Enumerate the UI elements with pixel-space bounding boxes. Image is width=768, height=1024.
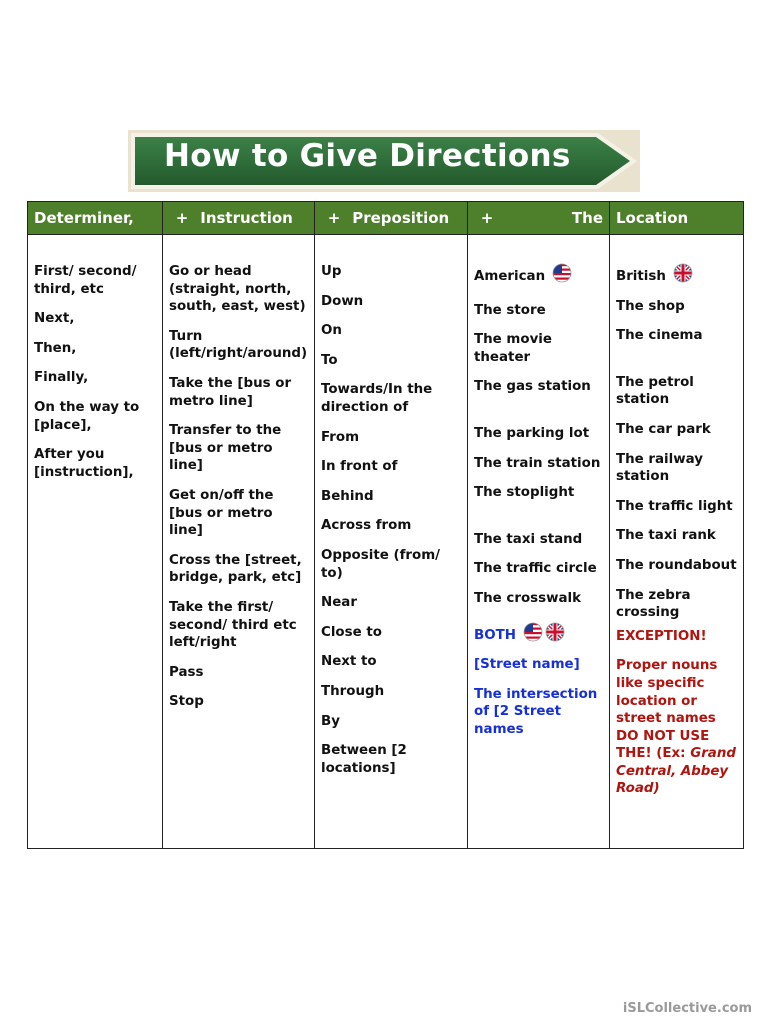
exception-text: Proper nouns like specific location or street names DO NOT USE THE! <box>616 658 718 762</box>
determiner-item: First/ second/ third, etc <box>34 264 137 297</box>
determiner-item: On the way to [place], <box>34 399 140 433</box>
preposition-item: In front of <box>321 459 398 475</box>
british-column <box>610 235 744 849</box>
preposition-item: Next to <box>321 654 377 670</box>
header-preposition <box>315 202 468 235</box>
british-item: The railway station <box>616 451 703 485</box>
us-flag-icon <box>523 622 543 642</box>
instruction-item: Cross the [street, bridge, park, etc] <box>169 552 302 586</box>
header-the-label: The <box>571 209 603 227</box>
british-item: The zebra crossing <box>616 587 691 621</box>
both-label: BOTH <box>474 627 516 643</box>
determiner-item: Next, <box>34 311 75 327</box>
preposition-item: Behind <box>321 488 374 504</box>
american-heading <box>474 263 604 286</box>
header-location <box>610 202 744 235</box>
instruction-item: Stop <box>169 694 204 710</box>
header-instruction <box>163 202 315 235</box>
header-location-label: Location <box>616 209 689 227</box>
us-flag-icon <box>552 263 572 283</box>
watermark: iSLCollective.com <box>622 1001 752 1016</box>
exception-note <box>616 657 738 798</box>
american-label: American <box>474 269 546 284</box>
american-item: The movie theater <box>474 332 552 365</box>
preposition-item: Through <box>321 683 385 699</box>
plus-sign: + <box>480 209 494 227</box>
header-instruction-label: Instruction <box>200 209 293 227</box>
preposition-item: Down <box>321 293 364 309</box>
header-the <box>468 202 610 235</box>
british-item: The roundabout <box>616 557 737 573</box>
determiner-item: Then, <box>34 340 77 356</box>
determiner-item: Finally, <box>34 370 89 386</box>
header-determiner <box>28 202 163 235</box>
exception-label: EXCEPTION! <box>616 628 707 644</box>
both-heading <box>474 622 604 645</box>
american-item: The traffic circle <box>474 561 597 577</box>
instruction-item: Get on/off the [bus or metro line] <box>169 487 274 539</box>
preposition-item: Up <box>321 264 342 279</box>
preposition-item: Near <box>321 595 357 611</box>
content-row <box>28 235 744 849</box>
british-item: The cinema <box>616 328 703 344</box>
exception-example-prefix: (Ex: <box>656 746 691 762</box>
instruction-item: Pass <box>169 664 204 680</box>
american-item: The store <box>474 302 546 318</box>
uk-flag-icon <box>673 263 693 283</box>
page-title: How to Give Directions <box>164 138 571 174</box>
american-item: The parking lot <box>474 425 590 441</box>
american-item: The gas station <box>474 379 591 395</box>
american-item: The stoplight <box>474 485 575 501</box>
american-item: The crosswalk <box>474 590 581 606</box>
instruction-item: Transfer to the [bus or metro line] <box>169 423 282 474</box>
preposition-item: To <box>321 352 338 368</box>
instruction-column <box>163 235 315 849</box>
british-item: The car park <box>616 421 711 437</box>
american-item: The taxi stand <box>474 531 583 547</box>
header-row <box>28 202 744 235</box>
preposition-item: From <box>321 429 360 445</box>
preposition-item: On <box>321 323 342 339</box>
british-heading <box>616 263 738 286</box>
preposition-column <box>315 235 468 849</box>
uk-flag-icon <box>545 622 565 642</box>
instruction-item: Take the [bus or metro line] <box>169 375 292 409</box>
preposition-item: By <box>321 713 340 729</box>
preposition-item: Across from <box>321 518 412 534</box>
british-label: British <box>616 269 666 284</box>
american-item: The train station <box>474 455 601 471</box>
header-preposition-label: Preposition <box>352 209 450 227</box>
preposition-item: Close to <box>321 624 382 640</box>
directions-table <box>27 201 744 849</box>
preposition-item: Towards/In the direction of <box>321 382 433 415</box>
instruction-item: Turn (left/right/around) <box>169 328 308 362</box>
both-intersection: The intersection of [2 Street names <box>474 686 598 737</box>
plus-sign: + <box>175 209 189 227</box>
american-column <box>468 235 610 849</box>
preposition-item: Opposite (from/ to) <box>321 547 441 581</box>
british-item: The petrol station <box>616 374 694 408</box>
both-street-name: [Street name] <box>474 657 580 673</box>
title-sign <box>128 130 640 192</box>
british-item: The taxi rank <box>616 528 716 544</box>
instruction-item: Go or head (straight, north, south, east, west) <box>169 264 306 315</box>
instruction-item: Take the first/ second/ third etc left/right <box>169 599 297 651</box>
plus-sign: + <box>327 209 341 227</box>
preposition-item: Between [2 locations] <box>321 743 407 776</box>
exception-example: Grand Central, Abbey Road) <box>616 746 736 797</box>
determiner-column <box>28 235 163 849</box>
determiner-item: After you [instruction], <box>34 447 134 480</box>
british-item: The traffic light <box>616 498 733 514</box>
british-item: The shop <box>616 298 685 314</box>
header-determiner-label: Determiner, <box>34 209 134 227</box>
